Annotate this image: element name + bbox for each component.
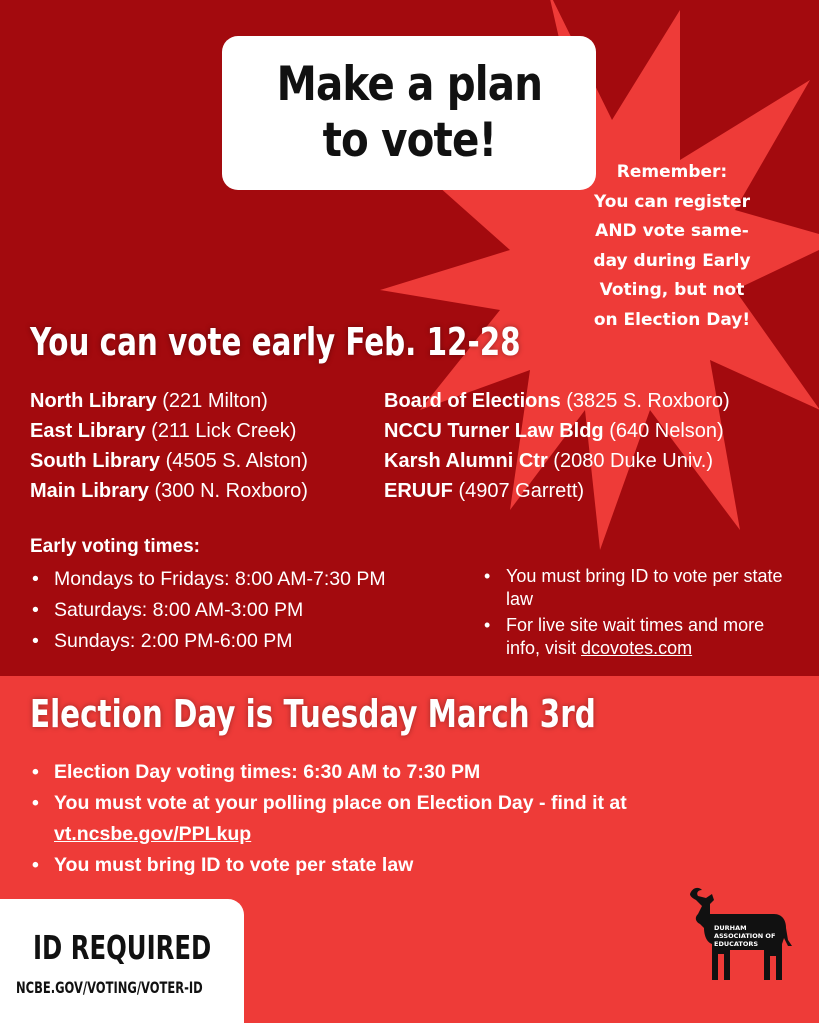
site-row: [30, 446, 308, 476]
polling-place-link[interactable]: vt.ncsbe.gov/PPLkup: [54, 823, 252, 845]
list-item: • Election Day voting times: 6:30 AM to 7:30 PM: [30, 757, 790, 788]
site-row: [384, 386, 730, 416]
voter-id-url[interactable]: NCBE.GOV/VOTING/VOTER-ID: [16, 978, 203, 997]
list-item: [482, 614, 802, 660]
site-address: (211 Lick Creek): [151, 420, 297, 442]
list-item: [30, 788, 790, 850]
logo-text: [714, 924, 775, 948]
remember-line: You can register: [593, 191, 751, 212]
site-address: (3825 S. Roxboro): [566, 390, 730, 412]
list-item: • You must bring ID to vote per state law: [30, 850, 790, 881]
site-name: Karsh Alumni Ctr: [384, 450, 548, 472]
election-day-headline: Election Day is Tuesday March 3rd: [30, 692, 596, 736]
remember-note: [578, 158, 766, 335]
polling-place-text: You must vote at your polling place on Election Day - find it at: [54, 792, 627, 814]
site-row: [30, 476, 308, 506]
site-address: (300 N. Roxboro): [154, 480, 308, 502]
list-item: • Mondays to Fridays: 8:00 AM-7:30 PM: [30, 564, 386, 595]
remember-line: AND vote same-: [595, 221, 749, 241]
remember-line: day during Early: [593, 250, 751, 271]
logo-line: EDUCATORS: [714, 940, 759, 948]
list-item: • You must bring ID to vote per state law: [482, 565, 802, 611]
early-sites-left: [30, 386, 308, 506]
page-title: [276, 57, 542, 169]
title-line-1: Make a plan: [276, 57, 542, 112]
id-required-title: ID REQUIRED: [33, 928, 212, 967]
site-row: [384, 416, 730, 446]
info-note-text: For live site wait times and more info, visit: [506, 615, 765, 658]
early-times-heading: Early voting times:: [30, 536, 200, 557]
remember-line: Voting, but not: [599, 280, 745, 300]
list-item: • Sundays: 2:00 PM-6:00 PM: [30, 626, 386, 657]
title-card: [222, 36, 596, 190]
site-name: North Library: [30, 390, 157, 412]
site-row: [384, 446, 730, 476]
site-address: (4505 S. Alston): [165, 450, 308, 472]
title-line-2: to vote!: [322, 113, 496, 168]
election-day-list: [30, 757, 790, 881]
site-row: [30, 386, 308, 416]
site-address: (4907 Garrett): [458, 480, 585, 502]
logo-line: DURHAM: [714, 924, 747, 932]
site-name: South Library: [30, 450, 161, 472]
site-name: Board of Elections: [384, 390, 561, 412]
site-address: (640 Nelson): [609, 420, 724, 442]
list-item: • Saturdays: 8:00 AM-3:00 PM: [30, 595, 386, 626]
site-name: East Library: [30, 420, 146, 442]
remember-line: on Election Day!: [593, 309, 751, 330]
site-row: [384, 476, 730, 506]
site-row: [30, 416, 308, 446]
site-address: (221 Milton): [162, 390, 268, 412]
site-name: Main Library: [30, 480, 149, 502]
dcovotes-link[interactable]: dcovotes.com: [581, 638, 693, 658]
site-name: ERUUF: [384, 480, 453, 502]
early-times-list: [30, 564, 386, 657]
site-address: (2080 Duke Univ.): [553, 450, 713, 472]
logo-line: ASSOCIATION OF: [714, 932, 776, 940]
early-voting-headline: You can vote early Feb. 12-28: [30, 320, 521, 364]
early-notes-list: [482, 565, 802, 663]
early-sites-right: [384, 386, 730, 506]
site-name: NCCU Turner Law Bldg: [384, 420, 604, 442]
remember-line: Remember:: [616, 162, 728, 182]
